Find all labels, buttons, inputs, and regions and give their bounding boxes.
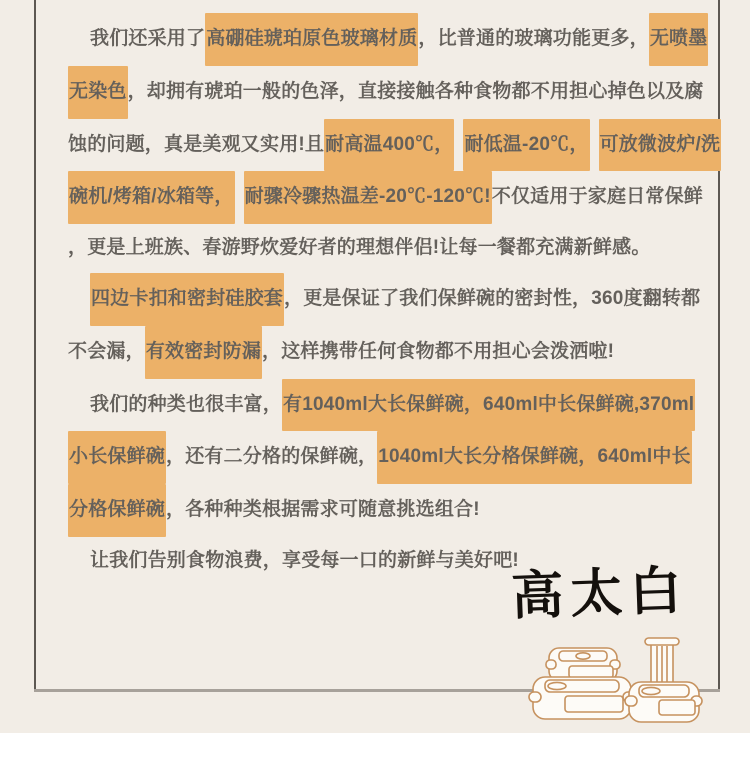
text-line xyxy=(68,13,708,66)
text-line xyxy=(68,431,704,484)
highlighted-segment: 小长保鲜碗 xyxy=(68,431,166,484)
column-container-icon xyxy=(625,638,702,722)
highlighted-segment: 耐高温400℃， xyxy=(324,119,454,172)
small-container-icon xyxy=(546,648,620,681)
highlighted-segment: 无喷墨 xyxy=(649,13,709,66)
highlighted-segment: 1040ml大长分格保鲜碗，640ml中长 xyxy=(377,431,692,484)
text-line xyxy=(68,484,704,537)
large-container-icon xyxy=(529,677,635,719)
text-segment: ，这样携带任何食物都不用担心会泼洒啦! xyxy=(262,340,615,362)
text-line xyxy=(68,326,704,379)
highlighted-segment: 无染色 xyxy=(68,66,128,119)
text-line xyxy=(68,379,704,432)
storage-bowls-icon xyxy=(525,636,703,732)
text-segment: ，更是上班族、春游野炊爱好者的理想伴侣!让每一餐都充满新鲜感。 xyxy=(68,237,651,259)
text-line xyxy=(68,224,704,273)
text-segment: ，各种种类根据需求可随意挑选组合! xyxy=(166,499,480,521)
description-text-block xyxy=(68,13,721,586)
highlighted-segment: 碗机/烤箱/冰箱等， xyxy=(68,171,235,224)
text-segment: 蚀的问题，真是美观又实用!且 xyxy=(68,133,325,155)
highlighted-segment: 可放微波炉/洗 xyxy=(599,119,722,172)
text-segment: 我们还采用了 xyxy=(90,28,206,49)
text-segment: ，比普通的玻璃功能更多， xyxy=(418,28,649,49)
text-line xyxy=(68,119,721,172)
highlighted-segment: 耐骤冷骤热温差-20℃-120℃! xyxy=(244,171,492,224)
text-segment: 不仅适用于家庭日常保鲜 xyxy=(491,186,703,208)
text-line xyxy=(68,171,704,224)
highlighted-segment: 高硼硅琥珀原色玻璃材质 xyxy=(205,13,418,66)
text-segment: 不会漏， xyxy=(68,340,145,362)
highlighted-segment: 分格保鲜碗 xyxy=(68,484,166,537)
brand-signature: 高太白 xyxy=(510,562,690,627)
highlighted-segment: 四边卡扣和密封硅胶套 xyxy=(90,273,284,326)
frame-left-border xyxy=(34,0,36,691)
bottom-white-strip xyxy=(0,733,750,769)
text-line xyxy=(68,273,704,326)
text-segment: 我们的种类也很丰富， xyxy=(90,393,283,415)
highlighted-segment: 有1040ml大长保鲜碗，640ml中长保鲜碗,370ml xyxy=(282,379,695,432)
text-segment: 让我们告别食物浪费，享受每一口的新鲜与美好吧! xyxy=(90,549,519,571)
text-segment: ，还有二分格的保鲜碗， xyxy=(166,446,378,468)
frame-right-border xyxy=(718,0,720,691)
text-segment: ，却拥有琥珀一般的色泽，直接接触各种食物都不用担心掉色以及腐 xyxy=(127,80,704,102)
text-segment: ，更是保证了我们保鲜碗的密封性，360度翻转都 xyxy=(284,287,701,309)
text-line xyxy=(68,66,704,119)
highlighted-segment: 有效密封防漏 xyxy=(145,326,262,379)
highlighted-segment: 耐低温-20℃， xyxy=(463,119,589,172)
